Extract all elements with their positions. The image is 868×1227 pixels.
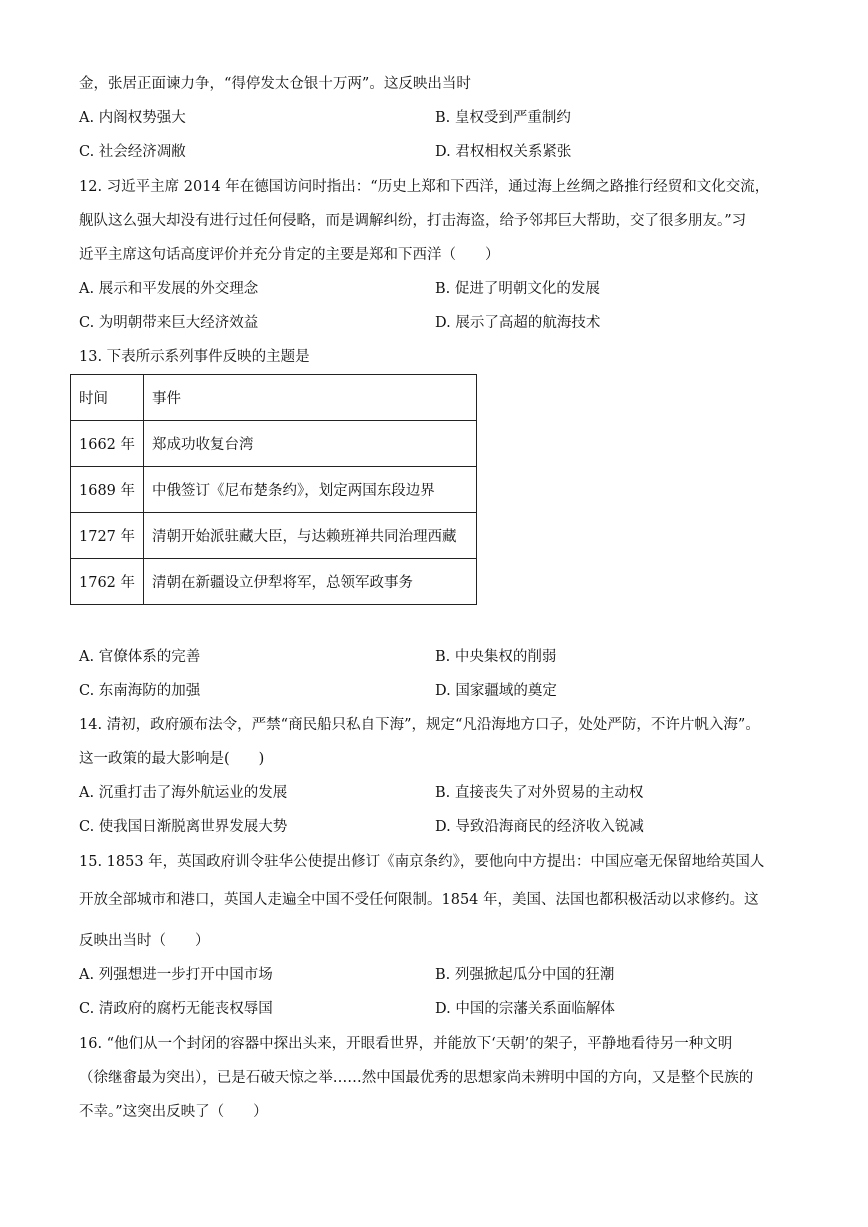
- q13-option-d: D. 国家疆域的奠定: [435, 683, 557, 699]
- question-13-stem: 13. 下表所示系列事件反映的主题是: [79, 349, 310, 365]
- q11-option-d: D. 君权相权关系紧张: [435, 144, 572, 160]
- question-15-stem-line-2: 开放全部城市和港口，英国人走遍全中国不受任何限制。1854 年，美国、法国也都积极活动以求修约。这: [79, 892, 759, 908]
- question-16-stem-line-2: （徐继畬最为突出），已是石破天惊之举……然中国最优秀的思想家尚未辨明中国的方向，又是整个民族的: [79, 1070, 754, 1086]
- question-15-stem-line-3: 反映出当时（ ）: [79, 933, 210, 949]
- table-row: [71, 559, 477, 605]
- question-12-stem-line-1: 12. 习近平主席 2014 年在德国访问时指出：“历史上郑和下西洋，通过海上丝绸之路推行经贸和文化交流，: [79, 179, 770, 195]
- question-16-stem-line-1: 16. “他们从一个封闭的容器中探出头来，开眼看世界，并能放下‘天朝’的架子，平静地看待另一种文明: [79, 1036, 733, 1052]
- q12-option-a: A. 展示和平发展的外交理念: [79, 281, 259, 297]
- q11-option-b: B. 皇权受到严重制约: [435, 110, 571, 126]
- table-header-cell: 时间: [71, 375, 144, 421]
- table-cell-year: 1689 年: [71, 467, 144, 513]
- table-header-cell: 事件: [144, 375, 477, 421]
- table-row: [71, 513, 477, 559]
- q12-option-b: B. 促进了明朝文化的发展: [435, 281, 600, 297]
- q11-option-c: C. 社会经济凋敝: [79, 144, 186, 160]
- table-cell-year: 1762 年: [71, 559, 144, 605]
- question-14-stem-line-1: 14. 清初，政府颁布法令，严禁“商民船只私自下海”，规定“凡沿海地方口子，处处严防，不许片帆入海”。: [79, 717, 760, 733]
- table-cell-year: 1727 年: [71, 513, 144, 559]
- q13-option-b: B. 中央集权的削弱: [435, 649, 557, 665]
- table-cell-event: 郑成功收复台湾: [144, 421, 477, 467]
- question-11-stem-end: 金，张居正面谏力争，“得停发太仓银十万两”。这反映出当时: [79, 76, 471, 92]
- table-cell-year: 1662 年: [71, 421, 144, 467]
- q15-option-c: C. 清政府的腐朽无能丧权辱国: [79, 1001, 273, 1017]
- question-16-stem-line-3: 不幸。”这突出反映了（ ）: [79, 1104, 268, 1120]
- question-12-stem-line-3: 近平主席这句话高度评价并充分肯定的主要是郑和下西洋（ ）: [79, 247, 500, 263]
- q13-option-c: C. 东南海防的加强: [79, 683, 201, 699]
- q14-option-b: B. 直接丧失了对外贸易的主动权: [435, 785, 644, 801]
- question-14-stem-line-2: 这一政策的最大影响是( ): [79, 751, 265, 767]
- q15-option-b: B. 列强掀起瓜分中国的狂潮: [435, 967, 615, 983]
- question-15-stem-line-1: 15. 1853 年，英国政府训令驻华公使提出修订《南京条约》，要他向中方提出：中国应毫无保留地给英国人: [79, 854, 765, 870]
- q14-option-c: C. 使我国日渐脱离世界发展大势: [79, 819, 288, 835]
- table-cell-event: 清朝在新疆设立伊犁将军，总领军政事务: [144, 559, 477, 605]
- table-row: [71, 467, 477, 513]
- q14-option-d: D. 导致沿海商民的经济收入锐减: [435, 819, 644, 835]
- q11-option-a: A. 内阁权势强大: [79, 110, 186, 126]
- q12-option-d: D. 展示了高超的航海技术: [435, 315, 601, 331]
- q15-option-a: A. 列强想进一步打开中国市场: [79, 967, 273, 983]
- q13-option-a: A. 官僚体系的完善: [79, 649, 201, 665]
- q15-option-d: D. 中国的宗藩关系面临解体: [435, 1001, 615, 1017]
- events-table: [70, 374, 477, 605]
- table-cell-event: 中俄签订《尼布楚条约》，划定两国东段边界: [144, 467, 477, 513]
- table-row: [71, 421, 477, 467]
- table-cell-event: 清朝开始派驻藏大臣，与达赖班禅共同治理西藏: [144, 513, 477, 559]
- q14-option-a: A. 沉重打击了海外航运业的发展: [79, 785, 288, 801]
- table-header-row: [71, 375, 477, 421]
- question-12-stem-line-2: 舰队这么强大却没有进行过任何侵略，而是调解纠纷，打击海盗，给予邻邦巨大帮助，交了很多朋友。”习: [79, 213, 747, 229]
- q12-option-c: C. 为明朝带来巨大经济效益: [79, 315, 259, 331]
